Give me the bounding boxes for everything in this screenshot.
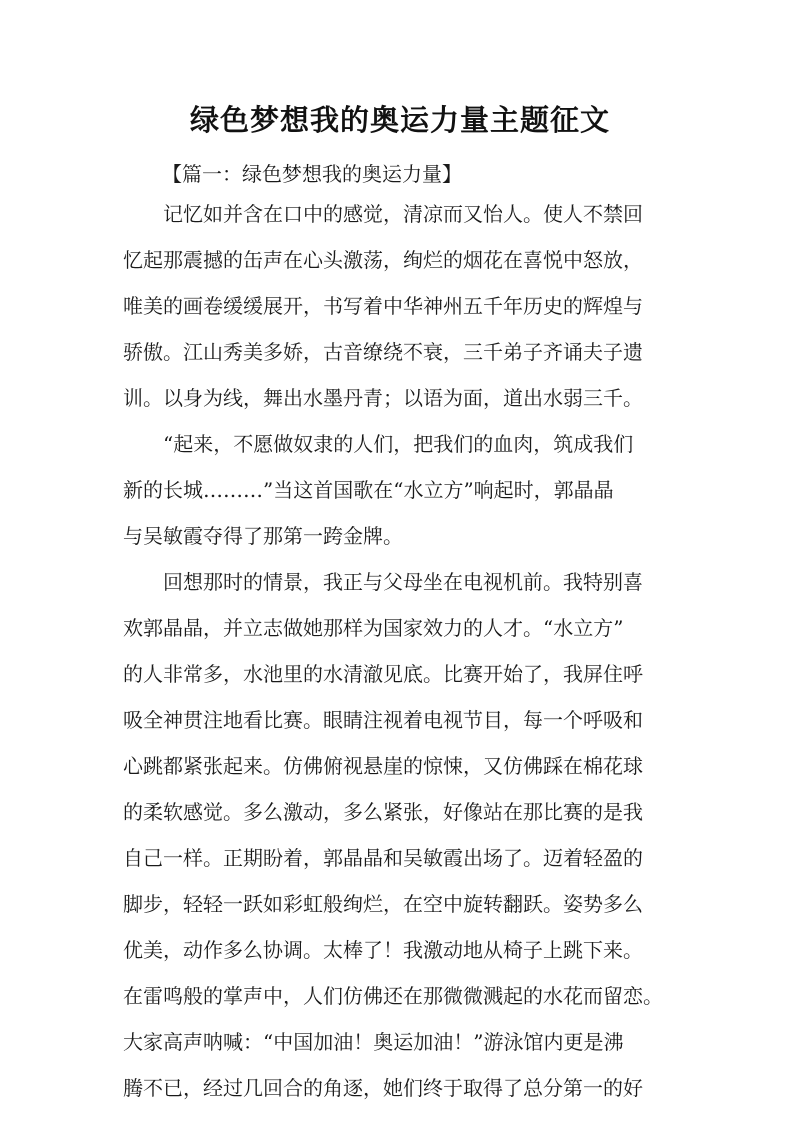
paragraph-line: 欢郭晶晶，并立志做她那样为国家效力的人才。“水立方” xyxy=(123,616,624,640)
paragraph-line: 记忆如并含在口中的感觉，清凉而又怡人。使人不禁回 xyxy=(163,202,643,226)
paragraph-line: 的人非常多，水池里的水清澈见底。比赛开始了，我屏住呼 xyxy=(123,662,643,686)
paragraph-line: 优美，动作多么协调。太棒了！我激动地从椅子上跳下来。 xyxy=(123,938,643,962)
paragraph-line: 在雷鸣般的掌声中，人们仿佛还在那微微溅起的水花而留恋。 xyxy=(123,984,663,1008)
document-title: 绿色梦想我的奥运力量主题征文 xyxy=(189,103,610,137)
paragraph-line: 大家高声呐喊：“中国加油！奥运加油！”游泳馆内更是沸 xyxy=(123,1030,624,1054)
paragraph-line: 新的长城………”当这首国歌在“水立方”响起时，郭晶晶 xyxy=(123,478,614,502)
paragraph-line: 的柔软感觉。多么激动，多么紧张，好像站在那比赛的是我 xyxy=(123,800,643,824)
paragraph-line: 自己一样。正期盼着，郭晶晶和吴敏霞出场了。迈着轻盈的 xyxy=(123,846,643,870)
paragraph-line: 吸全神贯注地看比赛。眼睛注视着电视节目，每一个呼吸和 xyxy=(123,708,643,732)
paragraph-line: 与吴敏霞夺得了那第一跨金牌。 xyxy=(123,524,403,548)
paragraph-line: 脚步，轻轻一跃如彩虹般绚烂，在空中旋转翻跃。姿势多么 xyxy=(123,892,643,916)
paragraph-line: 心跳都紧张起来。仿佛俯视悬崖的惊悚，又仿佛踩在棉花球 xyxy=(123,754,643,778)
paragraph-line: “起来，不愿做奴隶的人们，把我们的血肉，筑成我们 xyxy=(163,432,634,456)
paragraph-line: 唯美的画卷缓缓展开，书写着中华神州五千年历史的辉煌与 xyxy=(123,294,643,318)
paragraph-line: 忆起那震撼的缶声在心头激荡，绚烂的烟花在喜悦中怒放， xyxy=(123,248,643,272)
paragraph-line: 骄傲。江山秀美多娇，古音缭绕不衰，三千弟子齐诵夫子遗 xyxy=(123,340,643,364)
section-heading: 【篇一：绿色梦想我的奥运力量】 xyxy=(162,162,462,186)
paragraph-line: 回想那时的情景，我正与父母坐在电视机前。我特别喜 xyxy=(163,570,643,594)
paragraph-line: 训。以身为线，舞出水墨丹青；以语为面，道出水弱三千。 xyxy=(123,386,643,410)
paragraph-line: 腾不已，经过几回合的角逐，她们终于取得了总分第一的好 xyxy=(123,1076,643,1100)
